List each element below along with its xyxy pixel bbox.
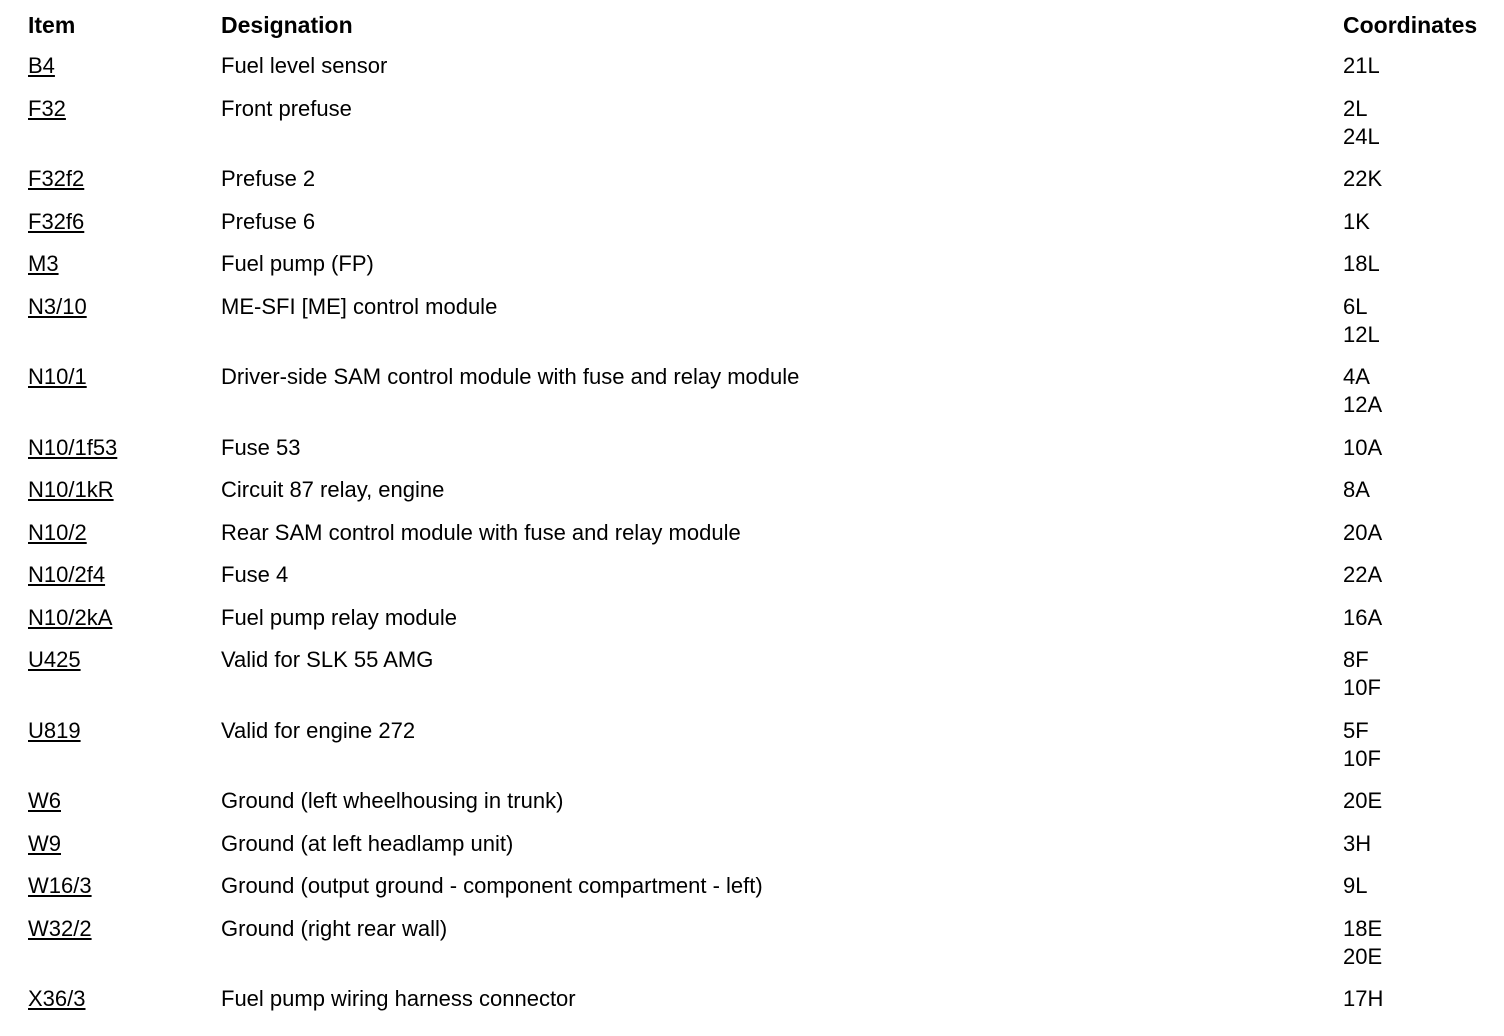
coordinate-value: 5F — [1343, 717, 1369, 743]
table-row — [0, 250, 1504, 293]
designation-text: Fuel pump (FP) — [221, 251, 374, 276]
item-link[interactable]: W9 — [28, 830, 61, 856]
coordinate-value: 12L — [1343, 321, 1380, 347]
item-link[interactable]: F32f2 — [28, 166, 85, 191]
coordinate-value: 21L — [1343, 53, 1380, 78]
designation-text: Valid for engine 272 — [221, 717, 416, 743]
designation-text: Ground (right rear wall) — [221, 915, 448, 941]
coordinates-cell — [1343, 830, 1371, 858]
coordinate-value: 4A — [1343, 364, 1370, 389]
table-row — [0, 787, 1504, 830]
coordinate-value: 12A — [1343, 392, 1383, 417]
coordinates-cell — [1343, 519, 1382, 547]
item-link[interactable]: F32f6 — [28, 208, 85, 234]
item-link[interactable]: F32 — [28, 95, 66, 121]
item-link[interactable]: W16/3 — [28, 873, 92, 898]
designation-text: Prefuse 2 — [221, 166, 316, 191]
table-row — [0, 52, 1504, 95]
item-link[interactable]: N10/2f4 — [28, 562, 106, 587]
coordinates-cell — [1343, 604, 1382, 632]
table-row — [0, 646, 1504, 717]
table-body — [0, 52, 1504, 1028]
coordinate-value: 20E — [1343, 788, 1383, 813]
coordinate-value: 18L — [1343, 251, 1380, 276]
item-link[interactable]: N10/1kR — [28, 477, 114, 502]
table-row — [0, 915, 1504, 986]
coordinate-value: 22A — [1343, 562, 1383, 587]
designation-text: Fuel level sensor — [221, 53, 388, 78]
designation-text: Front prefuse — [221, 95, 352, 121]
item-link[interactable]: N10/2 — [28, 519, 87, 545]
coordinate-value: 24L — [1343, 123, 1380, 149]
coordinates-cell — [1343, 872, 1367, 900]
table-row — [0, 95, 1504, 166]
coordinates-cell — [1343, 915, 1382, 971]
coordinate-value: 16A — [1343, 604, 1383, 630]
table-header — [0, 0, 1504, 52]
designation-text: Ground (output ground - component compartment - left) — [221, 873, 763, 898]
item-link[interactable]: N10/2kA — [28, 604, 113, 630]
designation-text: Fuel pump relay module — [221, 604, 458, 630]
header-designation: Designation — [221, 12, 353, 38]
coordinates-cell — [1343, 293, 1380, 349]
coordinate-value: 10F — [1343, 745, 1381, 771]
item-link[interactable]: M3 — [28, 251, 59, 276]
table-row — [0, 476, 1504, 519]
header-item: Item — [28, 12, 76, 38]
designation-text: Fuse 53 — [221, 434, 301, 460]
item-link[interactable]: W6 — [28, 788, 61, 813]
coordinates-cell — [1343, 561, 1382, 589]
coordinate-value: 10F — [1343, 675, 1381, 700]
designation-text: Ground (at left headlamp unit) — [221, 830, 514, 856]
item-link[interactable]: W32/2 — [28, 915, 92, 941]
coordinates-cell — [1343, 363, 1382, 419]
coordinates-cell — [1343, 52, 1380, 80]
table-row — [0, 519, 1504, 562]
item-link[interactable]: N10/1 — [28, 364, 87, 389]
coordinates-cell — [1343, 250, 1380, 278]
coordinates-cell — [1343, 646, 1381, 702]
coordinate-value: 8A — [1343, 477, 1370, 502]
coordinates-cell — [1343, 717, 1381, 773]
coordinates-cell — [1343, 434, 1382, 462]
coordinate-value: 3H — [1343, 830, 1372, 856]
designation-text: Circuit 87 relay, engine — [221, 477, 445, 502]
coordinates-cell — [1343, 208, 1370, 236]
table-row — [0, 717, 1504, 788]
item-link[interactable]: N10/1f53 — [28, 434, 118, 460]
coordinates-cell — [1343, 165, 1382, 193]
header-coordinates: Coordinates — [1343, 12, 1478, 38]
item-link[interactable]: U425 — [28, 647, 81, 672]
item-link[interactable]: B4 — [28, 53, 55, 78]
designation-text: Rear SAM control module with fuse and relay module — [221, 519, 741, 545]
coordinate-value: 10A — [1343, 434, 1383, 460]
coordinate-value: 18E — [1343, 915, 1383, 941]
coordinate-value: 17H — [1343, 986, 1384, 1011]
table-row — [0, 165, 1504, 208]
designation-text: Fuse 4 — [221, 562, 289, 587]
table-row — [0, 293, 1504, 364]
coordinates-cell — [1343, 476, 1370, 504]
coordinate-value: 2L — [1343, 95, 1368, 121]
designation-text: ME-SFI [ME] control module — [221, 293, 498, 319]
item-link[interactable]: N3/10 — [28, 293, 87, 319]
coordinate-value: 22K — [1343, 166, 1383, 191]
table-row — [0, 985, 1504, 1028]
coordinate-value: 9L — [1343, 873, 1368, 898]
table-row — [0, 604, 1504, 647]
coordinates-cell — [1343, 95, 1380, 151]
coordinate-value: 8F — [1343, 647, 1369, 672]
designation-text: Prefuse 6 — [221, 208, 316, 234]
coordinates-cell — [1343, 787, 1382, 815]
designation-text: Valid for SLK 55 AMG — [221, 647, 434, 672]
table-row — [0, 434, 1504, 477]
table-row — [0, 208, 1504, 251]
coordinate-value: 1K — [1343, 208, 1370, 234]
coordinate-value: 6L — [1343, 293, 1368, 319]
designation-text: Driver-side SAM control module with fuse and relay module — [221, 364, 800, 389]
coordinate-value: 20E — [1343, 943, 1383, 969]
designation-text: Fuel pump wiring harness connector — [221, 986, 576, 1011]
coordinate-value: 20A — [1343, 519, 1383, 545]
table-row — [0, 830, 1504, 873]
coordinates-cell — [1343, 985, 1383, 1013]
table-row — [0, 561, 1504, 604]
item-link[interactable]: U819 — [28, 717, 81, 743]
designation-text: Ground (left wheelhousing in trunk) — [221, 788, 564, 813]
item-link[interactable]: X36/3 — [28, 986, 86, 1011]
table-row — [0, 872, 1504, 915]
table-row — [0, 363, 1504, 434]
